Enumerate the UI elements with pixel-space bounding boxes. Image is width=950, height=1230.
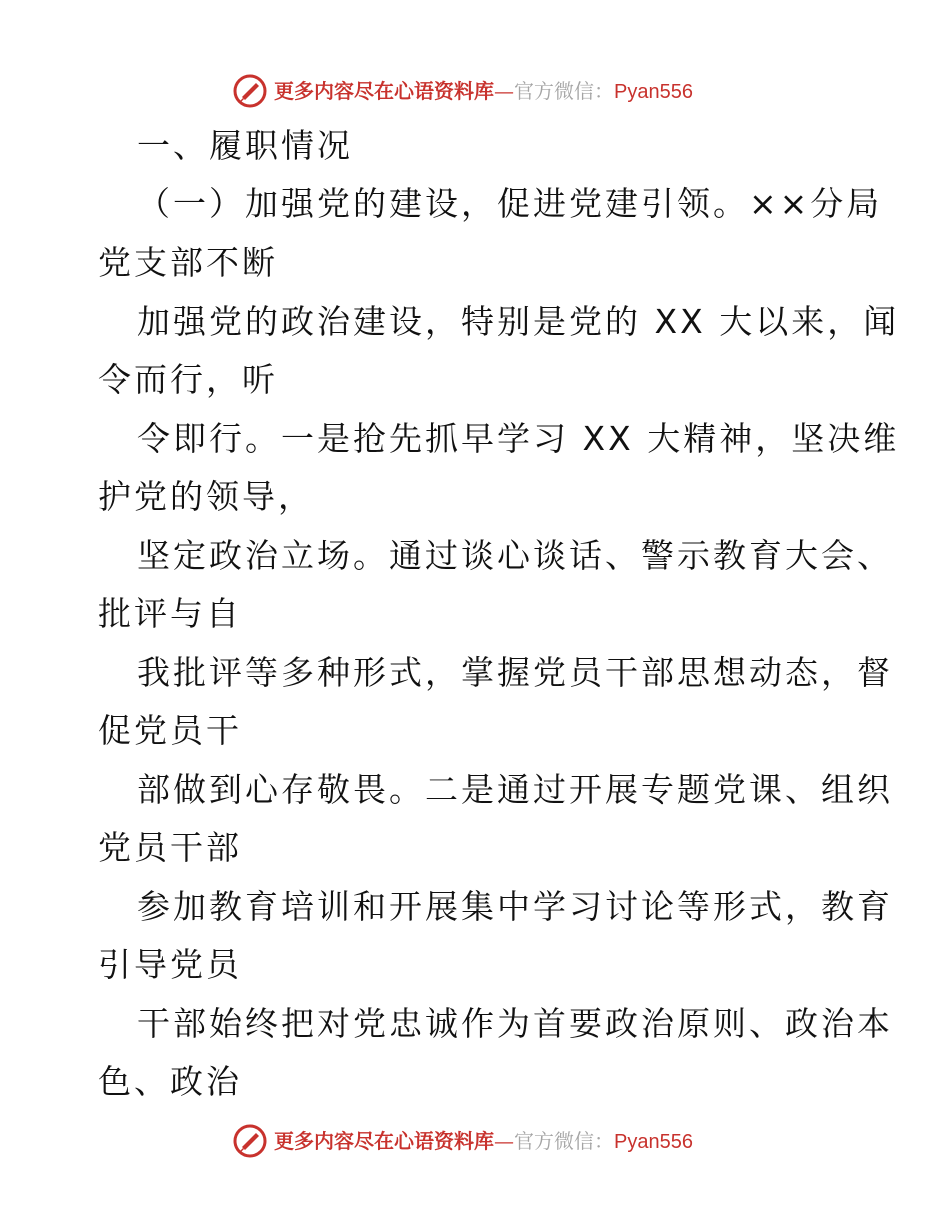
body-line: 党支部不断 (98, 243, 278, 282)
logo-icon (232, 1123, 268, 1159)
body-line: 批评与自 (98, 594, 242, 633)
watermark-official-label: 官方微信： (514, 1129, 614, 1153)
body-line: 党员干部 (98, 828, 242, 867)
body-line: 我批评等多种形式，掌握党员干部思想动态，督 (137, 653, 893, 692)
watermark-dash: — (494, 1129, 514, 1153)
body-line: （一）加强党的建设，促进党建引领。××分局 (137, 184, 883, 223)
watermark-wechat-id: Pyan556 (614, 81, 693, 103)
body-line: 加强党的政治建设，特别是党的 XX 大以来，闻 (137, 302, 900, 341)
body-line: 护党的领导， (98, 477, 314, 516)
body-line: 令即行。一是抢先抓早学习 XX 大精神，坚决维 (137, 419, 900, 458)
footer-watermark (0, 1121, 950, 1161)
body-line: 坚定政治立场。通过谈心谈话、警示教育大会、 (137, 536, 893, 575)
watermark-wechat-id: Pyan556 (614, 1131, 693, 1153)
watermark-dash: — (494, 79, 514, 103)
watermark-text (274, 1127, 693, 1155)
watermark-text (274, 77, 693, 105)
body-line: 部做到心存敬畏。二是通过开展专题党课、组织 (137, 770, 893, 809)
logo-icon (232, 73, 268, 109)
section-heading: 一、履职情况 (137, 126, 353, 165)
body-line: 令而行，听 (98, 360, 278, 399)
body-line: 参加教育培训和开展集中学习讨论等形式，教育 (137, 887, 893, 926)
body-line: 色、政治 (98, 1062, 242, 1101)
watermark-brand: 更多内容尽在心语资料库 (274, 1129, 494, 1153)
body-line: 干部始终把对党忠诚作为首要政治原则、政治本 (137, 1004, 893, 1043)
body-line: 引导党员 (98, 945, 242, 984)
body-line: 促党员干 (98, 711, 242, 750)
watermark-official-label: 官方微信： (514, 79, 614, 103)
watermark-brand: 更多内容尽在心语资料库 (274, 79, 494, 103)
header-watermark (0, 71, 950, 111)
